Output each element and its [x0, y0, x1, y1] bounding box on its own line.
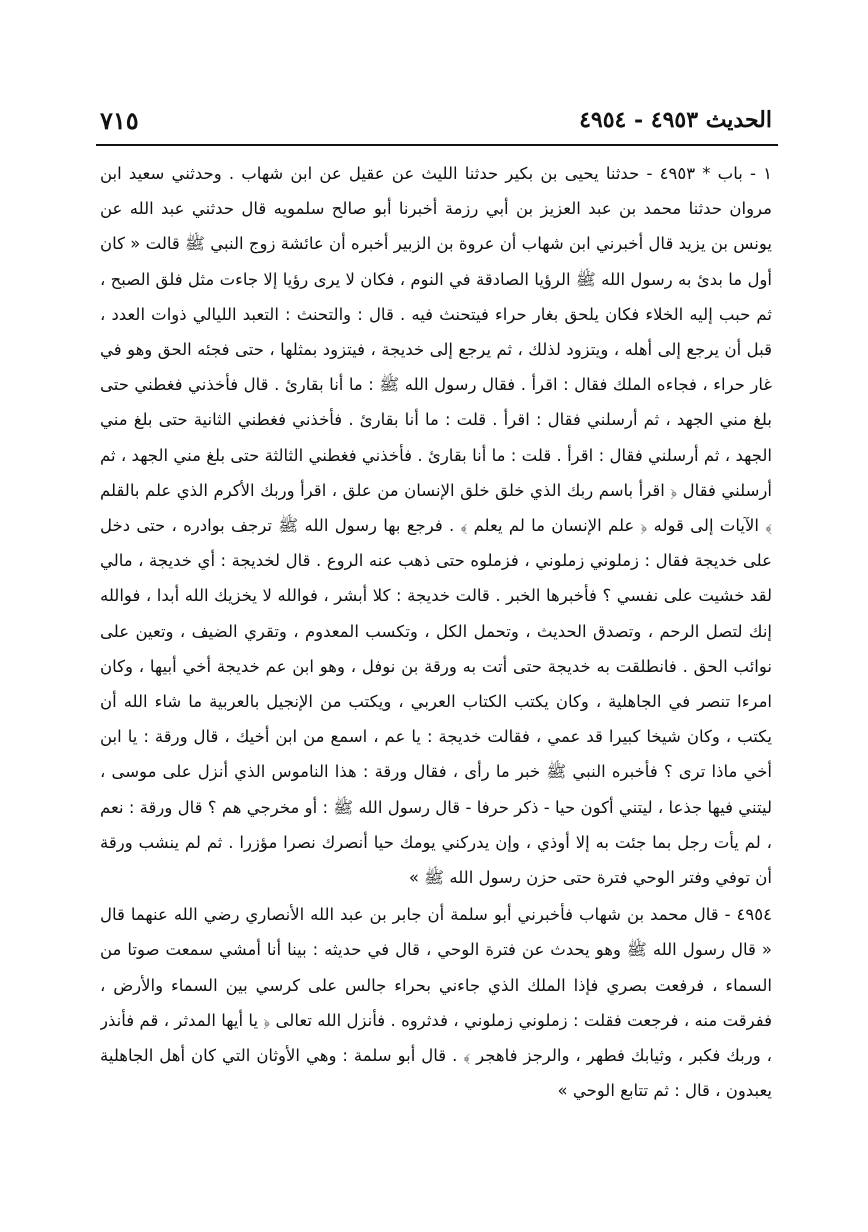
hadith-4953: ١ - باب * ٤٩٥٣ - حدثنا يحيى بن بكير حدثنا الليث عن عقيل عن ابن شهاب . وحدثني سعيد ابن مروان حدثنا محمد بن عبد العزيز بن أبي رزمة أخبرنا أبو صالح سلمويه قال حدثني عبد الله عن يونس بن يزيد قال أخبرني ابن شهاب أن عروة بن الزبير أخبره أن عائشة زوج النبي ﷺ قالت « كان أول ما بدئ به رسول الله ﷺ الرؤيا الصادقة في النوم ، فكان لا يرى رؤيا إلا جاءت مثل فلق الصبح ، ثم حبب إليه الخلاء فكان يلحق بغار حراء فيتحنث فيه . قال : والتحنث : التعبد الليالي ذوات العدد ، قبل أن يرجع إلى أهله ، ويتزود لذلك ، ثم يرجع إلى خديجة ، فيتزود بمثلها ، حتى فجئه الحق وهو في غار حراء ، فجاءه الملك فقال : اقرأ . فقال رسول الله ﷺ : ما أنا بقارئ . قال فأخذني فغطني حتى بلغ مني الجهد ، ثم أرسلني فقال : اقرأ . قلت : ما أنا بقارئ . فأخذني فغطني الثانية حتى بلغ مني الجهد ، ثم أرسلني فقال : اقرأ . قلت : ما أنا بقارئ . فأخذني فغطني الثالثة حتى بلغ مني الجهد ، ثم أرسلني فقال ﴿ اقرأ باسم ربك الذي خلق خلق الإنسان من علق ، اقرأ وربك الأكرم الذي علم بالقلم ﴾ الآيات إلى قوله ﴿ علم الإنسان ما لم يعلم ﴾ . فرجع بها رسول الله ﷺ ترجف بوادره ، حتى دخل على خديجة فقال : زملوني زملوني ، فزملوه حتى ذهب عنه الروع . قال لخديجة : أي خديجة ، مالي لقد خشيت على نفسي ؟ فأخبرها الخبر . قالت خديجة : كلا أبشر ، فوالله لا يخزيك الله أبدا ، فوالله إنك لتصل الرحم ، وتصدق الحديث ، وتحمل الكل ، وتكسب المعدوم ، وتقري الضيف ، وتعين على نوائب الحق . فانطلقت به خديجة حتى أتت به ورقة بن نوفل ، وهو ابن عم خديجة أخي أبيها ، وكان امرءا تنصر في الجاهلية ، وكان يكتب الكتاب العربي ، ويكتب من الإنجيل بالعربية ما شاء الله أن يكتب ، وكان شيخا كبيرا قد عمي ، فقالت خديجة : يا عم ، اسمع من ابن أخيك ، قال ورقة : يا ابن أخي ماذا ترى ؟ فأخبره النبي ﷺ خبر ما رأى ، فقال ورقة : هذا الناموس الذي أنزل على موسى ، ليتني فيها جذعا ، ليتني أكون حيا - ذكر حرفا - قال رسول الله ﷺ : أو مخرجي هم ؟ قال ورقة : نعم ، لم يأت رجل بما جئت به إلا أوذي ، وإن يدركني يومك حيا أنصرك نصرا مؤزرا . ثم لم ينشب ورقة أن توفي وفتر الوحي فترة حتى حزن رسول الله ﷺ »: [100, 164, 772, 888]
page-number: ٧١٥: [100, 105, 139, 135]
hadith-text-body: [100, 156, 772, 1216]
running-header: [100, 98, 772, 142]
header-hadith-range: الحديث ٤٩٥٣ - ٤٩٥٤: [579, 107, 772, 133]
header-rule: [96, 144, 778, 146]
hadith-4954: ٤٩٥٤ - قال محمد بن شهاب فأخبرني أبو سلمة أن جابر بن عبد الله الأنصاري رضي الله عنهما قال « قال رسول الله ﷺ وهو يحدث عن فترة الوحي ، قال في حديثه : بينا أنا أمشي سمعت صوتا من السماء ، فرفعت بصري فإذا الملك الذي جاءني بحراء جالس على كرسي بين السماء والأرض ، ففرقت منه ، فرجعت فقلت : زملوني زملوني ، فدثروه . فأنزل الله تعالى ﴿ يا أيها المدثر ، قم فأنذر ، وربك فكبر ، وثيابك فطهر ، والرجز فاهجر ﴾ . قال أبو سلمة : وهي الأوثان التي كان أهل الجاهلية يعبدون ، قال : ثم تتابع الوحي »: [100, 905, 772, 1101]
